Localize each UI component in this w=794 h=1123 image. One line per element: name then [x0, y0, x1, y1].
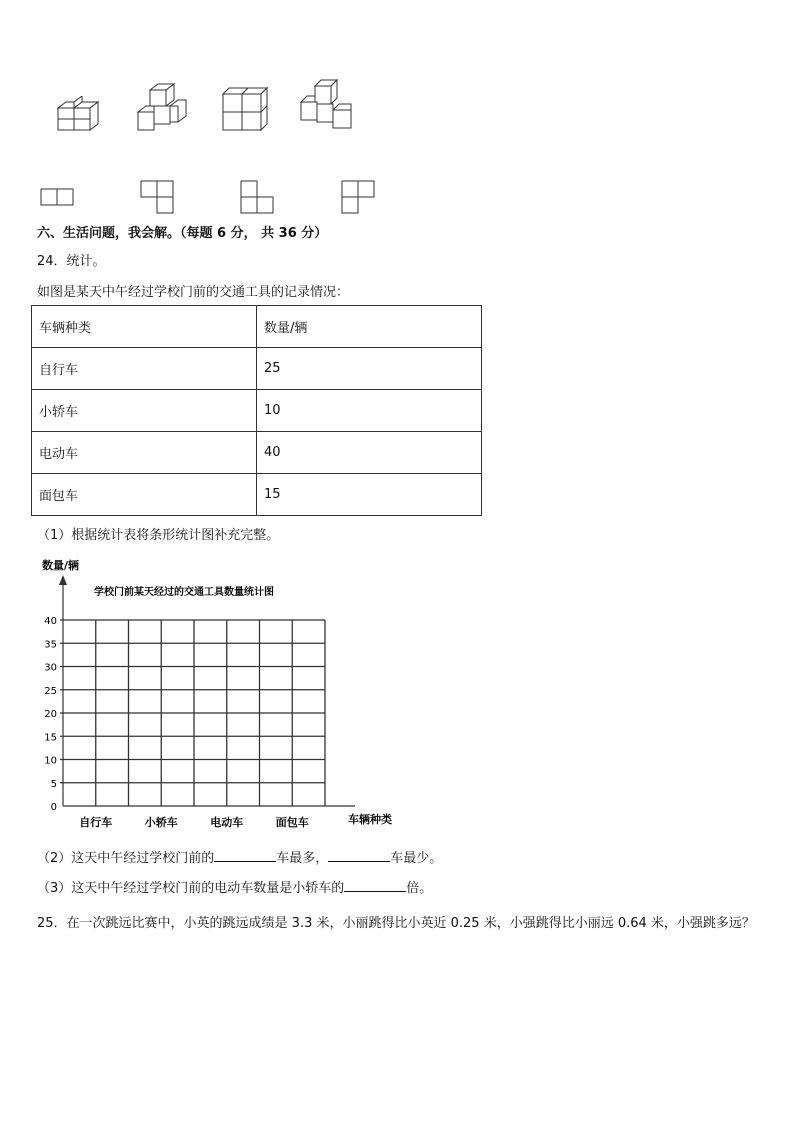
view-figure-2: [140, 180, 176, 216]
cube-figure-2: [136, 82, 188, 132]
stats-table: [31, 305, 482, 516]
part-1-text: （1）根据统计表将条形统计图补充完整。: [37, 528, 280, 543]
chart-xlabel: 车辆种类: [348, 813, 392, 826]
table-cell: 面包车: [32, 474, 257, 516]
question-24-label: 24．统计。: [37, 254, 106, 269]
table-header: 车辆种类: [32, 306, 257, 348]
y-tick-label: 10: [44, 755, 57, 767]
cube-figure-4: [299, 78, 353, 130]
question-24-intro: 如图是某天中午经过学校门前的交通工具的记录情况：: [37, 285, 350, 300]
table-cell: 自行车: [32, 348, 257, 390]
view-figure-3: [240, 180, 276, 216]
table-cell: 小轿车: [32, 390, 257, 432]
answer-blank-least[interactable]: [328, 849, 390, 862]
table-cell: 40: [257, 432, 482, 474]
y-tick-label: 25: [44, 685, 57, 697]
table-cell: 电动车: [32, 432, 257, 474]
x-tick-label: 自行车: [79, 816, 113, 829]
part-2-prefix: （2）这天中午经过学校门前的: [37, 851, 215, 866]
y-tick-label: 5: [50, 778, 57, 790]
part-2-middle: 车最多，: [276, 851, 329, 866]
y-tick-label: 40: [44, 616, 57, 627]
table-row: [32, 432, 482, 474]
chart-ylabel: 数量/辆: [42, 559, 80, 572]
y-tick-label: 30: [44, 662, 57, 674]
part-3-text: [37, 877, 432, 896]
x-tick-label: 小轿车: [144, 816, 178, 829]
x-tick-label: 面包车: [275, 816, 309, 829]
table-row: [32, 348, 482, 390]
x-tick-label: 电动车: [210, 816, 244, 829]
view-figure-4: [341, 180, 377, 216]
y-tick-label: 20: [44, 709, 57, 720]
part-3-suffix: 倍。: [406, 881, 433, 896]
table-cell: 25: [257, 348, 482, 390]
answer-blank-most[interactable]: [214, 849, 276, 862]
part-2-suffix: 车最少。: [390, 851, 443, 866]
part-2-text: [37, 847, 442, 866]
table-header: 数量/辆: [257, 306, 482, 348]
y-tick-label: 0: [50, 802, 57, 813]
table-cell: 15: [257, 474, 482, 516]
bar-chart: [30, 555, 410, 830]
chart-title: 学校门前某天经过的交通工具数量统计图: [94, 587, 274, 598]
table-row: [32, 474, 482, 516]
y-tick-label: 35: [44, 639, 57, 651]
y-tick-label: 15: [44, 732, 57, 744]
table-row: [32, 390, 482, 432]
cube-figure-3: [221, 86, 269, 132]
view-figure-1: [40, 188, 76, 208]
answer-blank-times[interactable]: [344, 879, 406, 892]
section-title: 六、生活问题，我会解。（每题 6 分， 共 36 分）: [37, 226, 328, 241]
question-25-text: 25．在一次跳远比赛中，小英的跳远成绩是 3.3 米，小丽跳得比小英近 0.25 米，小强跳得比小丽远 0.64 米，小强跳多远？: [37, 916, 755, 931]
y-axis-arrow: [59, 575, 67, 585]
cube-figure-1: [56, 96, 106, 132]
table-header-row: [32, 306, 482, 348]
part-3-prefix: （3）这天中午经过学校门前的电动车数量是小轿车的: [37, 881, 345, 896]
table-cell: 10: [257, 390, 482, 432]
